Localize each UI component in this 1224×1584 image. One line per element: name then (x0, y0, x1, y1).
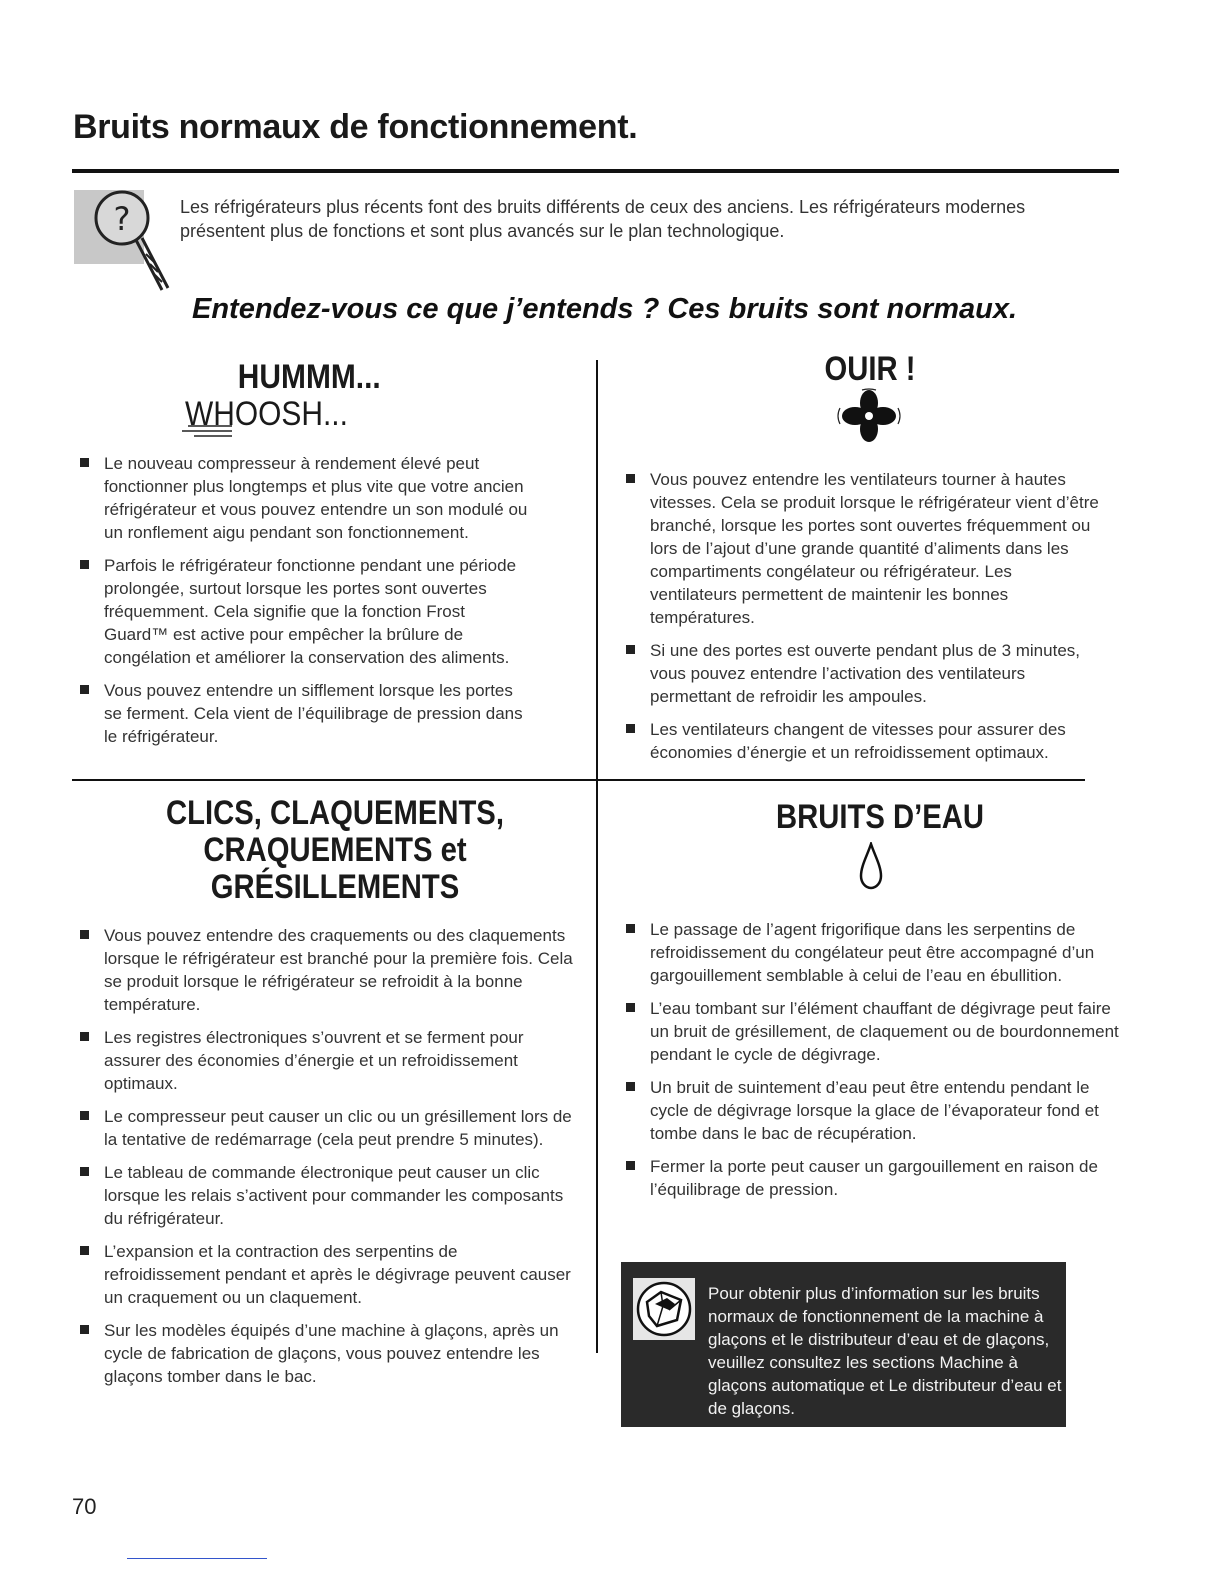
question-magnifier-icon (74, 190, 174, 300)
bullet-text: Le tableau de commande électronique peut causer un clic lorsque les relais s’activent pour commander les composants du réfrigérateur. (104, 1163, 564, 1228)
bullet-marker (80, 1325, 89, 1334)
list-item (619, 997, 1119, 1066)
list-item (73, 452, 533, 544)
list-item (73, 1319, 573, 1388)
bullet-text: Si une des portes est ouverte pendant plus de 3 minutes, vous pouvez entendre l’activation des ventilateurs permettant de refroidir les ampoules. (650, 641, 1080, 706)
bullet-text: L’expansion et la contraction des serpentins de refroidissement pendant et après le dégivrage peuvent causer un craquement ou un claquement. (104, 1242, 571, 1307)
bullet-marker (626, 1082, 635, 1091)
bullet-marker (80, 930, 89, 939)
page-title: Bruits normaux de fonctionnement. (73, 108, 638, 146)
bullet-text: Sur les modèles équipés d’une machine à glaçons, après un cycle de fabrication de glaçons, vous pouvez entendre les glaçons tomber dans le bac. (104, 1321, 559, 1386)
bullet-text: Fermer la porte peut causer un gargouillement en raison de l’équilibrage de pression. (650, 1157, 1098, 1199)
bullet-marker (626, 924, 635, 933)
heading-clics-line-2: CRAQUEMENTS et (203, 831, 467, 869)
section-heading-clics (142, 795, 529, 906)
clics-bullet-list (73, 924, 573, 1398)
bullet-marker (80, 458, 89, 467)
water-drop-icon (857, 842, 885, 892)
bullet-marker (626, 1161, 635, 1170)
bullet-text: Parfois le réfrigérateur fonctionne pendant une période prolongée, surtout lorsque les portes sont ouvertes fréquemment. Cela signifie que la fonction Frost Guard™ est active pour empêcher la brûlure de congélation et améliorer la conservation des aliments. (104, 556, 517, 667)
bullet-text: L’eau tombant sur l’élément chauffant de dégivrage peut faire un bruit de grésillement, de claquement ou de bourdonnement pendant le cycle de dégivrage. (650, 999, 1119, 1064)
bullet-marker (626, 474, 635, 483)
bullet-text: Le nouveau compresseur à rendement élevé peut fonctionner plus longtemps et plus vite que votre ancien réfrigérateur et vous pouvez entendre un son modulé ou un ronflement aigu pendant son fonctionnement. (104, 454, 528, 542)
ice-cube-icon (631, 1276, 697, 1342)
heading-humm-line: HUMMM... (237, 358, 381, 396)
title-divider (72, 169, 1119, 173)
list-item (619, 918, 1119, 987)
row-divider-right (598, 779, 1085, 781)
bullet-text: Vous pouvez entendre des craquements ou des claquements lorsque le réfrigérateur est branché pour la première fois. Cela se produit lorsque le réfrigérateur se refroidit à la bonne température. (104, 926, 573, 1014)
subtitle: Entendez-vous ce que j’entends ? Ces bruits sont normaux. (192, 293, 1018, 325)
list-item (73, 1240, 573, 1309)
info-callout-box (621, 1262, 1066, 1427)
bullet-marker (626, 645, 635, 654)
fan-icon (832, 388, 906, 444)
bullet-text: Le compresseur peut causer un clic ou un grésillement lors de la tentative de redémarrage (cela peut prendre 5 minutes). (104, 1107, 572, 1149)
list-item (73, 1105, 573, 1151)
bullet-marker (626, 724, 635, 733)
bullet-marker (80, 1246, 89, 1255)
bullet-text: Vous pouvez entendre les ventilateurs tourner à hautes vitesses. Cela se produit lorsque le réfrigérateur vient d’être branché, lorsque les portes sont ouvertes fréquemment ou lors de l’ajout d’une grande quantité d’aliments dans les compartiments congélateur ou réfrigérateur. Les ventilateurs permettent de maintenir les bonnes températures. (650, 470, 1099, 627)
column-divider (596, 360, 598, 1353)
bullet-marker (80, 560, 89, 569)
list-item (619, 639, 1099, 708)
section-heading-ouir: OUIR ! (824, 350, 916, 388)
bullet-marker (80, 1032, 89, 1041)
eau-bullet-list (619, 918, 1119, 1211)
bullet-text: Un bruit de suintement d’eau peut être entendu pendant le cycle de dégivrage lorsque la glace de l’évaporateur fond et tombe dans le bac de récupération. (650, 1078, 1099, 1143)
bullet-marker (80, 685, 89, 694)
intro-paragraph: Les réfrigérateurs plus récents font des bruits différents de ceux des anciens. Les réfrigérateurs modernes présentent plus de fonctions et sont plus avancés sur le plan technologique. (180, 197, 1026, 241)
bullet-marker (626, 1003, 635, 1012)
heading-clics-line-3: GRÉSILLEMENTS (210, 868, 460, 906)
section-heading-eau: BRUITS D’EAU (776, 798, 984, 836)
heading-whoosh-line: WHOOSH... (185, 395, 348, 433)
list-item (619, 718, 1099, 764)
bullet-text: Les ventilateurs changent de vitesses pour assurer des économies d’énergie et un refroidissement optimaux. (650, 720, 1066, 762)
humm-bullet-list (73, 452, 533, 758)
svg-text:?: ? (113, 200, 131, 238)
list-item (619, 1076, 1119, 1145)
bullet-text: Les registres électroniques s’ouvrent et se ferment pour assurer des économies d’énergie et un refroidissement optimaux. (104, 1028, 524, 1093)
bullet-text: Vous pouvez entendre un sifflement lorsque les portes se ferment. Cela vient de l’équilibrage de pression dans le réfrigérateur. (104, 681, 523, 746)
row-divider-left (72, 779, 596, 781)
heading-clics-line-1: CLICS, CLAQUEMENTS, (166, 794, 504, 832)
bullet-marker (80, 1111, 89, 1120)
list-item (73, 924, 573, 1016)
bullet-text: Le passage de l’agent frigorifique dans les serpentins de refroidissement du congélateur peut être accompagné d’un gargouillement semblable à celui de l’eau en ébullition. (650, 920, 1095, 985)
list-item (619, 468, 1099, 629)
ouir-bullet-list (619, 468, 1099, 774)
page-number: 70 (72, 1494, 97, 1519)
list-item (73, 1161, 573, 1230)
info-callout-text: Pour obtenir plus d’information sur les bruits normaux de fonctionnement de la machine à glaçons et le distributeur d’eau et de glaçons, veuillez consultez les sections Machine à glaçons automatique et Le distributeur d’eau et de glaçons. (708, 1284, 1062, 1418)
bullet-marker (80, 1167, 89, 1176)
list-item (73, 554, 533, 669)
whoosh-motion-lines-icon (180, 422, 236, 438)
footer-rule (127, 1558, 267, 1559)
list-item (619, 1155, 1119, 1201)
list-item (73, 679, 533, 748)
list-item (73, 1026, 573, 1095)
